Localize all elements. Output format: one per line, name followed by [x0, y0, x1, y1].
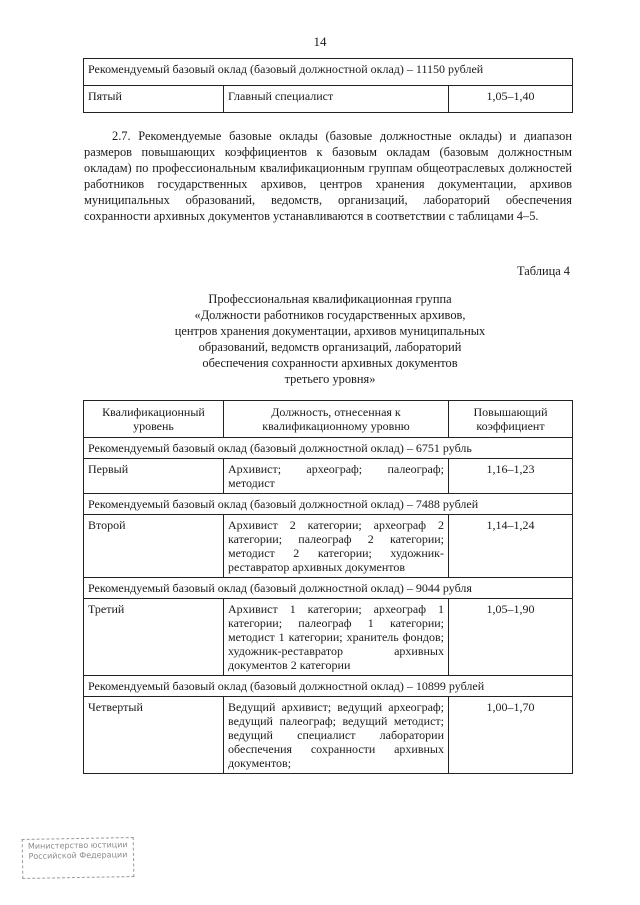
table-title-line: «Должности работников государственных архивов,: [194, 308, 466, 322]
header-coefficient: Повышающий коэффициент: [449, 401, 573, 438]
table-title-line: образований, ведомств организаций, лабораторий: [198, 340, 462, 354]
salary-cell: Рекомендуемый базовый оклад (базовый должностной оклад) – 7488 рублей: [84, 494, 573, 515]
coefficient-cell: 1,00–1,70: [449, 697, 573, 774]
level-cell: Пятый: [84, 86, 224, 113]
salary-cell: Рекомендуемый базовый оклад (базовый должностной оклад) – 11150 рублей: [84, 59, 573, 86]
table-title-line: Профессиональная квалификационная группа: [208, 292, 452, 306]
header-level: Квалификационный уровень: [84, 401, 224, 438]
page-number: 14: [313, 34, 327, 49]
salary-row: [84, 438, 573, 459]
table-row: [84, 86, 573, 113]
header-row: [84, 401, 573, 438]
position-cell: Главный специалист: [224, 86, 449, 113]
position-cell: Архивист; археограф; палеограф; методист: [224, 459, 449, 494]
coefficient-cell: 1,16–1,23: [449, 459, 573, 494]
table-row: [84, 599, 573, 676]
level-cell: Третий: [84, 599, 224, 676]
position-cell: Ведущий архивист; ведущий археограф; ведущий палеограф; ведущий методист; ведущий специалист лаборатории обеспечения сохранности архивных документов;: [224, 697, 449, 774]
position-cell: Архивист 1 категории; археограф 1 категории; палеограф 1 категории; методист 1 категории; хранитель фондов; художник-реставратор архивных документов 2 категории: [224, 599, 449, 676]
table-title: [130, 291, 530, 387]
coefficient-cell: 1,05–1,40: [449, 86, 573, 113]
top-table: [83, 58, 573, 113]
salary-cell: Рекомендуемый базовый оклад (базовый должностной оклад) – 6751 рубль: [84, 438, 573, 459]
table-title-line: центров хранения документации, архивов муниципальных: [174, 324, 486, 338]
salary-cell: Рекомендуемый базовый оклад (базовый должностной оклад) – 10899 рублей: [84, 676, 573, 697]
position-cell: Архивист 2 категории; археограф 2 категории; палеограф 2 категории; методист 2 категории; художник-реставратор архивных документов: [224, 515, 449, 578]
salary-row: [84, 676, 573, 697]
salary-row: [84, 59, 573, 86]
coefficient-cell: 1,05–1,90: [449, 599, 573, 676]
level-cell: Четвертый: [84, 697, 224, 774]
header-position: Должность, отнесенная к квалификационному уровню: [224, 401, 449, 438]
table-row: [84, 459, 573, 494]
table-title-line: обеспечения сохранности архивных документов: [202, 356, 458, 370]
table-row: [84, 515, 573, 578]
salary-row: [84, 578, 573, 599]
table-row: [84, 697, 573, 774]
table-label: Таблица 4: [517, 264, 570, 278]
registration-stamp: Министерство юстиции Российской Федерации: [22, 837, 135, 879]
body-paragraph: 2.7. Рекомендуемые базовые оклады (базовые должностные оклады) и диапазон размеров повышающих коэффициентов к базовым окладам (базовым должностным окладам) по профессиональным квалификационным группам общеотраслевых должностей работников государственных архивов, центров хранения документации, архивов муниципальных образований, ведомств, организаций, лабораторий обеспечения сохранности архивных документов устанавливаются в соответствии с таблицами 4–5.: [84, 129, 572, 223]
salary-cell: Рекомендуемый базовый оклад (базовый должностной оклад) – 9044 рубля: [84, 578, 573, 599]
salary-row: [84, 494, 573, 515]
table-title-line: третьего уровня»: [284, 372, 376, 386]
coefficient-cell: 1,14–1,24: [449, 515, 573, 578]
level-cell: Второй: [84, 515, 224, 578]
level-cell: Первый: [84, 459, 224, 494]
main-table: [83, 400, 573, 774]
